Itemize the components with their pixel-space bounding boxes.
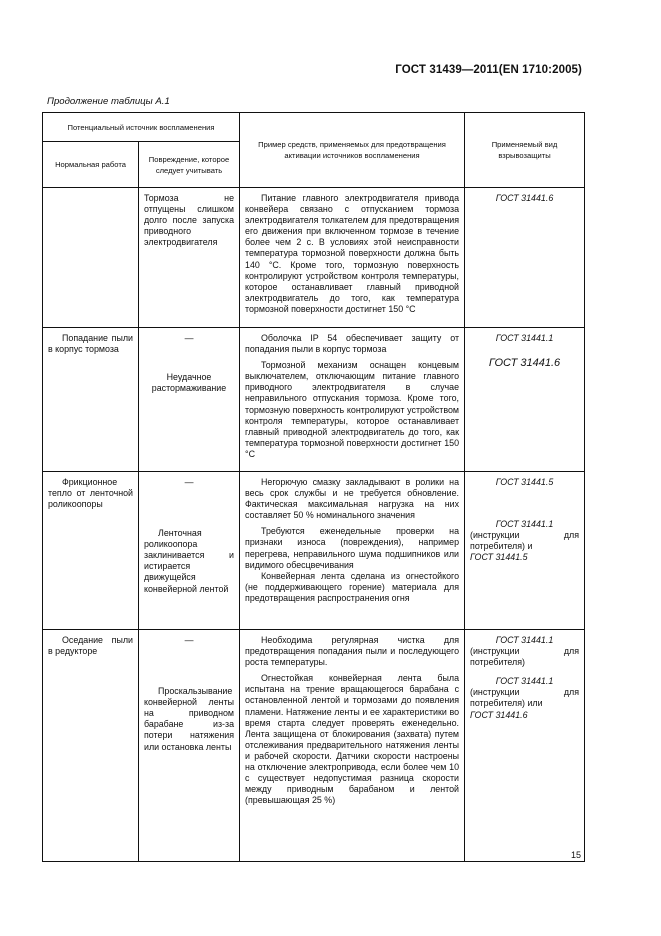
header-protection-type: Применяемый вид взрывозащиты	[465, 113, 585, 188]
ignition-sources-table	[42, 112, 585, 862]
page-number: 15	[570, 850, 581, 860]
cell-normal: Оседание пыли в редукторе	[43, 630, 139, 862]
cell-normal: Попадание пыли в корпус тормоза	[43, 328, 139, 472]
cell-means: Питание главного электродвигателя привода конвейера связано с отпусканием тормоза электродвигателя толкателем для предотвращения его движения при включенном тормозе в течение более чем 2 с. В условиях этой неисправности температура тормозной поверхности должна быть 140 °С. Кроме того, тормозную поверхность контролируют устройством контроля температуры, которое останавливает главный приводной электродвигатель до того, как температура тормозной поверхности достигнет 150 °С	[240, 188, 465, 328]
cell-protection: ГОСТ 31441.5 ГОСТ 31441.1 (инструкции для потребителя) и ГОСТ 31441.5	[465, 472, 585, 630]
cell-damage: — Проскальзывание конвейерной ленты на приводном барабане из-за потери натяжения или остановка ленты	[139, 630, 240, 862]
cell-protection: ГОСТ 31441.1 ГОСТ 31441.6	[465, 328, 585, 472]
header-prevention-means: Пример средств, применяемых для предотвращения активации источников воспламенения	[240, 113, 465, 188]
cell-damage: Тормоза не отпущены слишком долго после запуска приводного электродвигателя	[139, 188, 240, 328]
cell-damage: — Неудачное растормаживание	[139, 328, 240, 472]
header-normal-operation: Нормальная работа	[43, 142, 139, 188]
header-ignition-source: Потенциальный источник воспламенения	[43, 113, 240, 142]
cell-means: Необходима регулярная чистка для предотвращения попадания пыли и последующего роста температуры. Огнестойкая конвейерная лента была испытана на трение вращающегося барабана с остановленной лентой и тормозами до появления пламени. Натяжение ленты и ее характеристики во время старта следует проверять еженедельно. Лента защищена от блокирования (захвата) путем отслеживания предварительного натяжения ленты и рабочей скорости. Датчики скорости настроены на отключение электропривода, если более чем 10 с существует недопустимая разница скорости между приводным барабаном и лентой (превышающая 25 %)	[240, 630, 465, 862]
cell-normal	[43, 188, 139, 328]
cell-damage: — Ленточная роликоопора заклинивается и истирается движущейся конвейерной лентой	[139, 472, 240, 630]
document-code: ГОСТ 31439—2011(EN 1710:2005)	[395, 64, 582, 76]
cell-means: Негорючую смазку закладывают в ролики на весь срок службы и не требуется обновление. Фактическая максимальная нагрузка на них составляет 50 % номинального значения Требуются еженедельные проверки на признаки износа (повреждения), например перегрева, неправильного шума подшипников или видимого обесцвечивания Конвейерная лента сделана из огнестойкого (не поддерживающего горение) материала для предотвращения распространения огня	[240, 472, 465, 630]
table-caption: Продолжение таблицы А.1	[47, 96, 170, 107]
table-row	[43, 188, 585, 328]
cell-protection: ГОСТ 31441.1 (инструкции для потребителя) ГОСТ 31441.1 (инструкции для потребителя) или ГОСТ 31441.6	[465, 630, 585, 862]
table-row	[43, 328, 585, 472]
table-row	[43, 630, 585, 862]
cell-protection: ГОСТ 31441.6	[465, 188, 585, 328]
cell-means: Оболочка IP 54 обеспечивает защиту от попадания пыли в корпус тормоза Тормозной механизм оснащен концевым выключателем, отключающим питание главного приводного электродвигателя в случае неправильного отпускания тормоза. Кроме того, тормозную поверхность контролируют устройством контроля температуры, которое останавливает главный приводной электродвигатель до того, как температура тормозной поверхности достигнет 150 °С	[240, 328, 465, 472]
header-damage: Повреждение, которое следует учитывать	[139, 142, 240, 188]
table-row	[43, 472, 585, 630]
cell-normal: Фрикционное тепло от ленточной роликоопоры	[43, 472, 139, 630]
